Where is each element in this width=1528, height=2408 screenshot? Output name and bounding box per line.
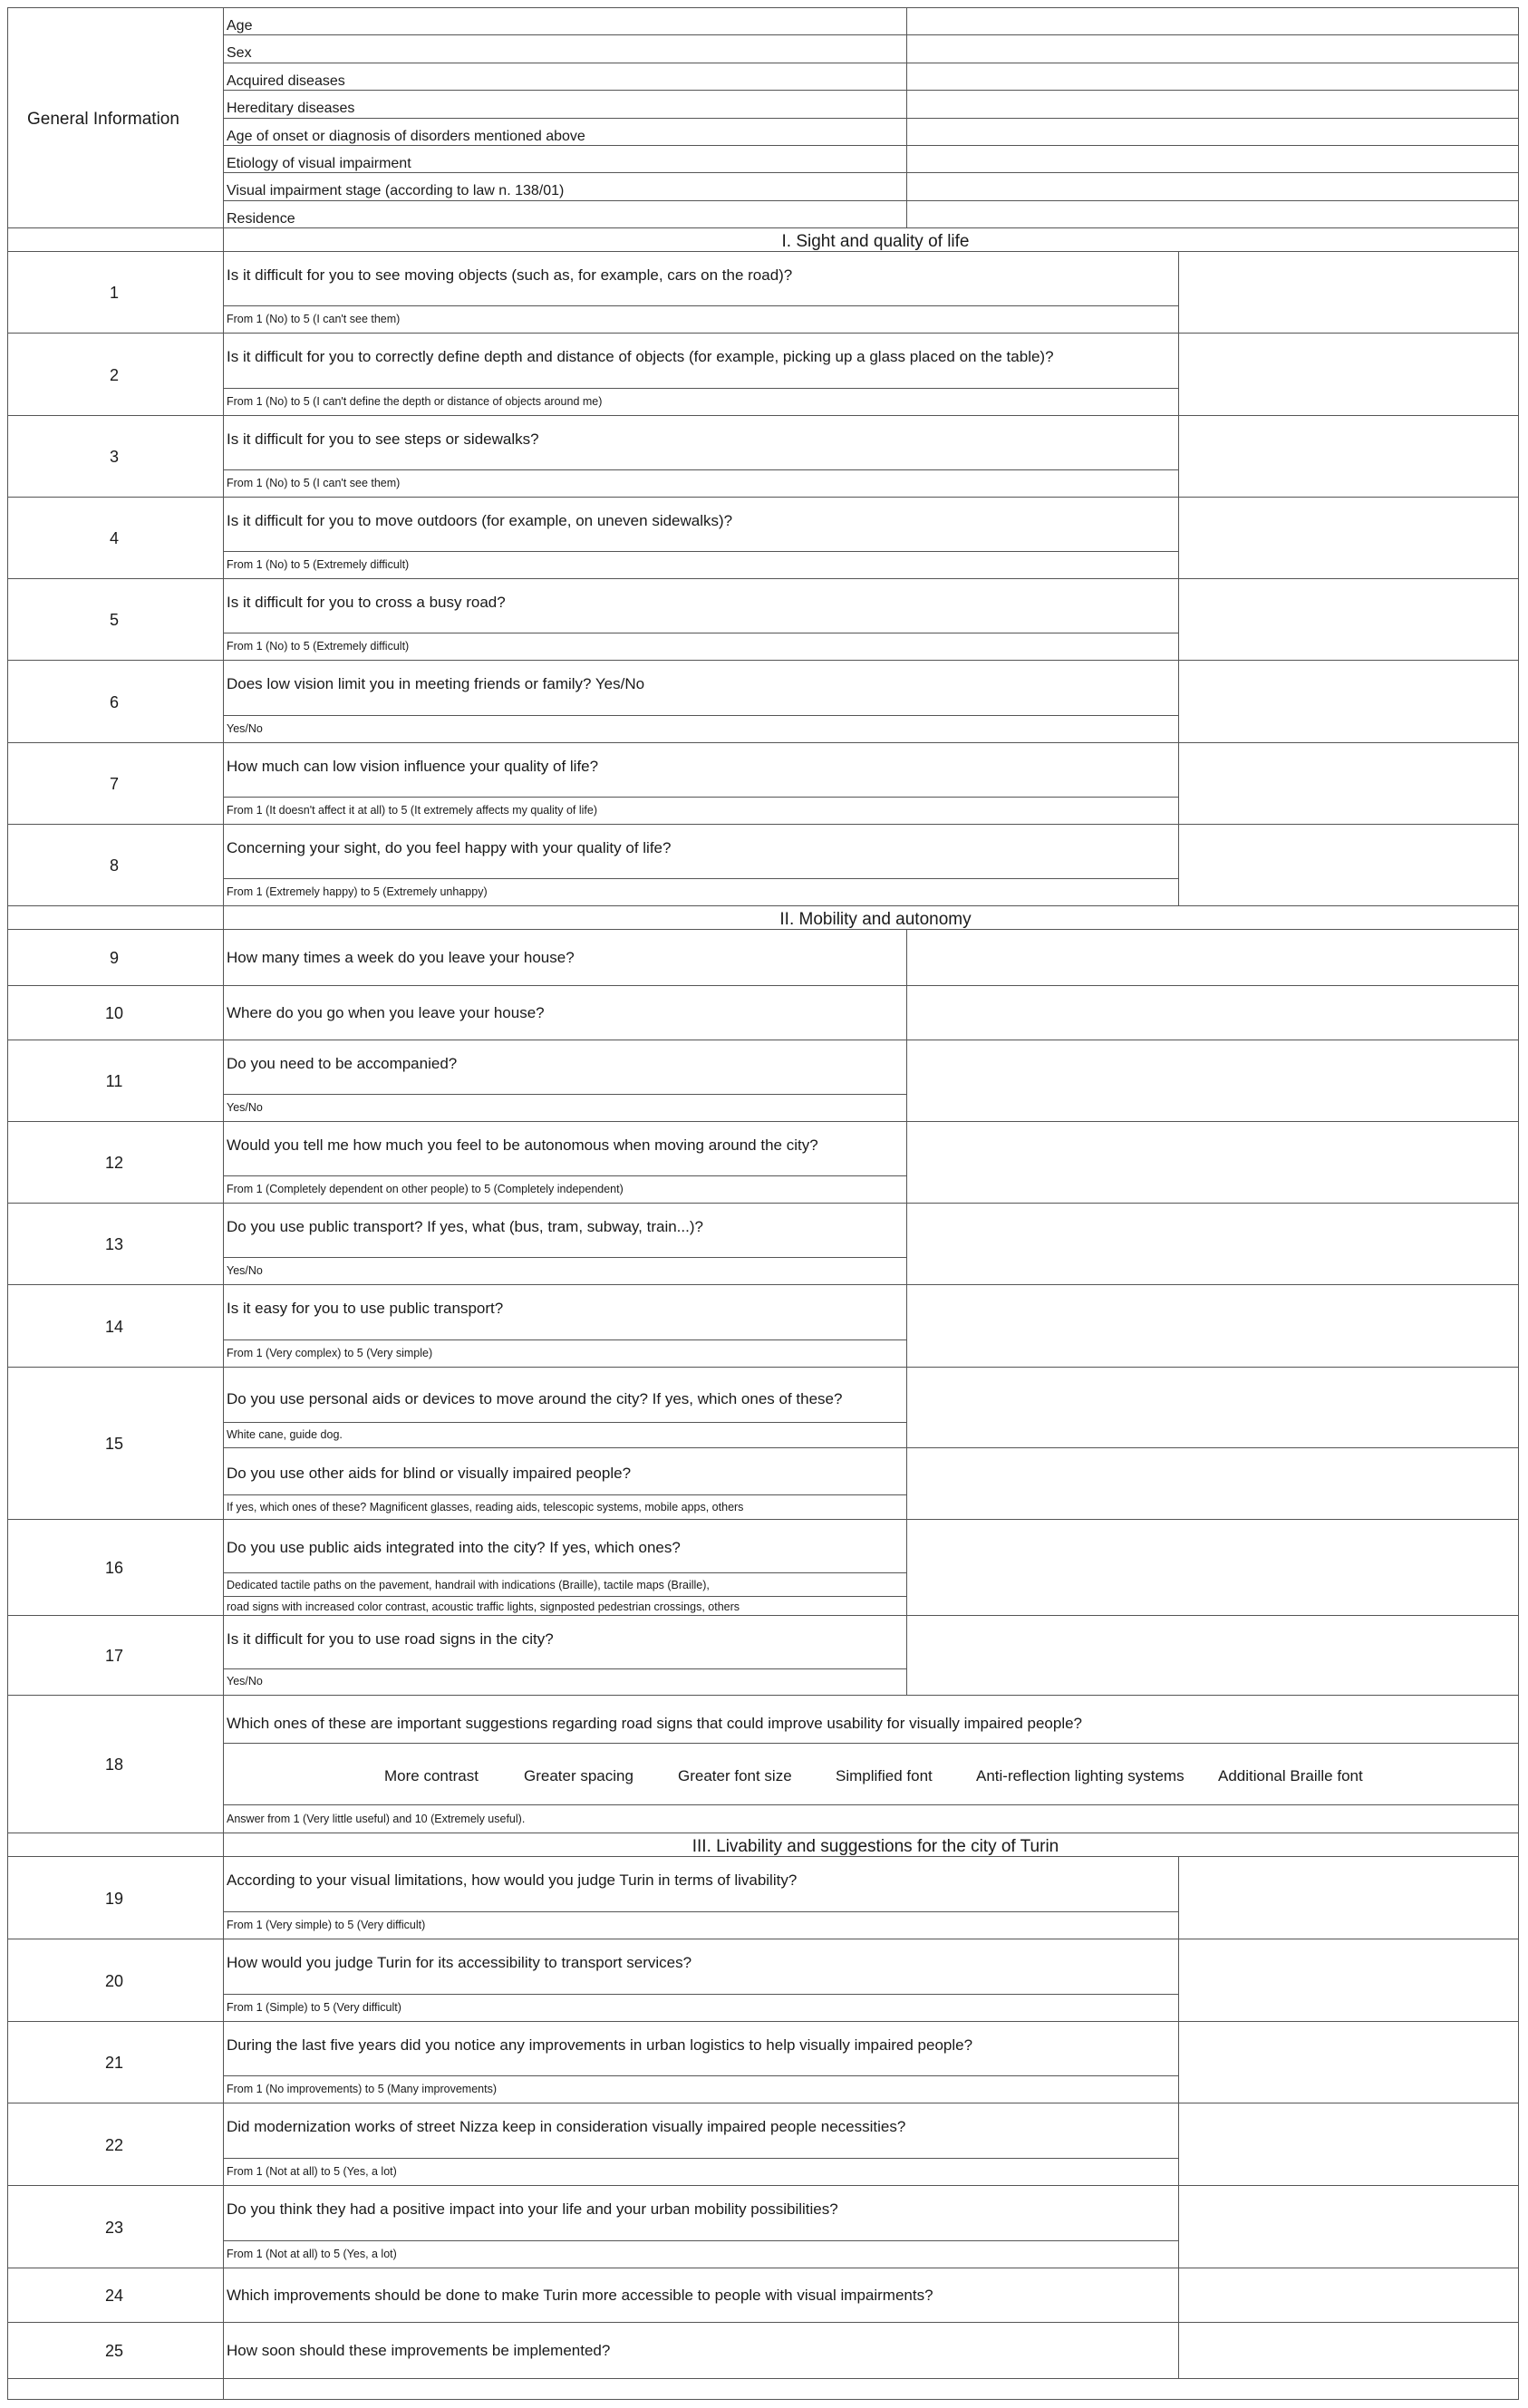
answer-cell[interactable] [906,1285,1519,1368]
question-text: Do you use public transport? If yes, what (bus, tram, subway, train...)? [227,1218,703,1235]
answer-cell[interactable] [906,1204,1519,1285]
question-text: According to your visual limitations, how would you judge Turin in terms of livability? [227,1871,798,1889]
answer-scale: Dedicated tactile paths on the pavement, handrail with indications (Braille), tactile maps (Braille), [227,1579,710,1591]
row-divider [223,1804,1519,1805]
question-text: How much can low vision influence your quality of life? [227,758,599,775]
row-divider [223,1257,906,1258]
general-info-row [223,34,1519,35]
answer-cell[interactable] [1178,2103,1519,2186]
question-number: 11 [105,1072,123,1090]
question-text: Concerning your sight, do you feel happy with your quality of life? [227,839,672,856]
answer-cell[interactable] [906,1122,1519,1204]
answer-scale: Yes/No [227,1264,263,1277]
answer-cell[interactable] [1178,661,1519,743]
general-info-row [223,118,1519,119]
answer-cell[interactable] [1178,2186,1519,2268]
answer-cell[interactable] [906,1447,1519,1520]
question-text: Does low vision limit you in meeting friends or family? Yes/No [227,675,645,692]
row-divider [223,878,1178,879]
section-title: II. Mobility and autonomy [779,910,972,929]
question-number: 14 [104,1317,124,1336]
question-text: Is it difficult for you to correctly define depth and distance of objects (for example, picking up a glass placed on the table)? [227,348,1054,365]
general-info-field: Residence [227,211,295,227]
question-text: How would you judge Turin for its accessibility to transport services? [227,1954,692,1971]
row-divider [223,2158,1178,2159]
row-divider [223,1572,906,1573]
answer-scale: Yes/No [227,1101,263,1114]
answer-scale: From 1 (No) to 5 (I can't see them) [227,313,401,325]
answer-cell[interactable] [906,1368,1519,1447]
general-info-field: Sex [227,45,252,61]
question-number: 5 [109,611,119,629]
section-title: I. Sight and quality of life [781,232,970,251]
question-text: Do you need to be accompanied? [227,1055,458,1072]
question-number: 23 [104,2218,124,2237]
row-divider [223,2240,1178,2241]
section-title: III. Livability and suggestions for the city of Turin [691,1837,1059,1856]
general-info-row [223,90,1519,91]
answer-scale: Yes/No [227,1675,263,1688]
answer-cell[interactable] [906,986,1519,1040]
question-text: How soon should these improvements be implemented? [227,2342,611,2359]
question-text: Do you use public aids integrated into the city? If yes, which ones? [227,1539,681,1556]
row-divider [223,469,1178,470]
answer-scale: From 1 (Not at all) to 5 (Yes, a lot) [227,2165,397,2178]
question-number: 22 [104,2135,124,2154]
question-text: Is it difficult for you to use road signs in the city? [227,1630,554,1648]
question-text: Which ones of these are important suggestions regarding road signs that could improve usability for visually impaired people? [227,1715,1083,1732]
answer-scale: Answer from 1 (Very little useful) and 10 (Extremely useful). [227,1813,526,1825]
question-number: 13 [104,1235,124,1253]
question-text: Is it easy for you to use public transport? [227,1300,504,1317]
general-info-field: Hereditary diseases [227,101,355,116]
answer-cell[interactable] [1178,416,1519,498]
question-text: Is it difficult for you to move outdoors (for example, on uneven sidewalks)? [227,512,733,529]
answer-scale: Yes/No [227,722,263,735]
question-number: 9 [109,949,119,967]
question-text: Do you use other aids for blind or visually impaired people? [227,1465,632,1482]
question-number: 7 [109,775,119,793]
question-number: 15 [104,1435,124,1453]
answer-scale: From 1 (No) to 5 (I can't define the depth or distance of objects around me) [227,395,603,408]
general-info-row [223,172,1519,173]
row-divider [223,388,1178,389]
answer-cell[interactable] [1178,579,1519,661]
question-number: 10 [104,1004,124,1022]
general-info-field: Etiology of visual impairment [227,156,411,171]
question-text: Where do you go when you leave your house? [227,1004,545,1021]
suggestion-option: Additional Braille font [1218,1767,1363,1784]
answer-cell[interactable] [1178,2323,1519,2379]
question-number: 2 [109,365,119,384]
question-number: 21 [104,2054,124,2072]
row-divider [223,2075,1178,2076]
answer-cell[interactable] [1178,2022,1519,2103]
question-text: Is it difficult for you to see steps or sidewalks? [227,430,539,448]
general-info-field: Acquired diseases [227,73,345,89]
answer-cell[interactable] [1178,2268,1519,2323]
answer-scale: From 1 (No) to 5 (I can't see them) [227,477,401,489]
question-text: Do you think they had a positive impact into your life and your urban mobility possibilities? [227,2200,838,2218]
answer-cell[interactable] [1178,334,1519,416]
answer-scale: From 1 (Simple) to 5 (Very difficult) [227,2001,401,2014]
answer-scale: From 1 (Very simple) to 5 (Very difficult) [227,1919,426,1931]
answer-scale: From 1 (Very complex) to 5 (Very simple) [227,1347,433,1359]
answer-scale: From 1 (Not at all) to 5 (Yes, a lot) [227,2248,397,2260]
question-text: Did modernization works of street Nizza keep in consideration visually impaired people necessities? [227,2118,906,2135]
question-text: How many times a week do you leave your house? [227,949,575,966]
row-divider [223,1994,1178,1995]
row-divider [223,1911,1178,1912]
question-number: 18 [104,1755,124,1774]
question-number: 1 [109,284,119,302]
question-text: Which improvements should be done to make Turin more accessible to people with visual impairments? [227,2287,933,2304]
row-divider [223,1668,906,1669]
question-text: Is it difficult for you to cross a busy road? [227,594,506,611]
row-divider [223,1175,906,1176]
question-number: 25 [104,2342,124,2360]
question-number: 16 [104,1559,124,1577]
question-text: Would you tell me how much you feel to be autonomous when moving around the city? [227,1136,818,1154]
question-number: 3 [109,448,119,466]
suggestion-option: More contrast [384,1767,479,1784]
question-number: 6 [109,692,119,711]
suggestion-option: Greater font size [678,1767,792,1784]
answer-scale: road signs with increased color contrast, acoustic traffic lights, signposted pedestrian crossings, others [227,1600,740,1613]
answer-cell[interactable] [1178,1939,1519,2022]
answer-scale: From 1 (No improvements) to 5 (Many improvements) [227,2083,497,2095]
row-divider [223,1339,906,1340]
row-divider [223,1743,1519,1744]
general-info-field: Age of onset or diagnosis of disorders mentioned above [227,129,585,144]
question-number: 17 [104,1647,124,1665]
question-text: During the last five years did you notice any improvements in urban logistics to help visually impaired people? [227,2036,973,2054]
answer-cell[interactable] [906,1520,1519,1616]
row-divider [223,1596,906,1597]
question-text: Is it difficult for you to see moving objects (such as, for example, cars on the road)? [227,266,793,284]
row-divider [223,551,1178,552]
answer-scale: From 1 (No) to 5 (Extremely difficult) [227,640,410,653]
answer-cell[interactable] [1178,1857,1519,1939]
row-divider [223,797,1178,798]
answer-cell[interactable] [906,1040,1519,1122]
answer-cell[interactable] [1178,498,1519,579]
suggestion-option: Greater spacing [524,1767,633,1784]
row-divider [223,1422,906,1423]
general-info-label: General Information [27,110,179,129]
answer-scale: From 1 (It doesn't affect it at all) to 5 (It extremely affects my quality of life) [227,804,598,817]
general-info-row [223,200,1519,201]
answer-scale: From 1 (Extremely happy) to 5 (Extremely unhappy) [227,885,488,898]
row-divider [223,1494,906,1495]
suggestion-option: Simplified font [836,1767,933,1784]
answer-cell[interactable] [906,1616,1519,1696]
answer-scale: White cane, guide dog. [227,1428,343,1441]
answer-scale: From 1 (Completely dependent on other people) to 5 (Completely independent) [227,1183,624,1195]
question-number: 20 [104,1971,124,1990]
general-info-field: Visual impairment stage (according to law n. 138/01) [227,183,565,198]
question-number: 8 [109,856,119,875]
general-info-field: Age [227,18,253,34]
question-number: 19 [104,1889,124,1908]
answer-cell[interactable] [1178,825,1519,906]
question-number: 4 [109,529,119,547]
suggestion-option: Anti-reflection lighting systems [976,1767,1185,1784]
answer-cell[interactable] [906,930,1519,986]
question-number: 12 [104,1154,124,1172]
row-divider [223,715,1178,716]
row-divider [223,1094,906,1095]
row-divider [223,305,1178,306]
question-number: 24 [104,2287,124,2305]
question-text: Do you use personal aids or devices to move around the city? If yes, which ones of these? [227,1390,843,1407]
answer-scale: If yes, which ones of these? Magnificent glasses, reading aids, telescopic systems, mobile apps, others [227,1501,744,1513]
answer-cell[interactable] [1178,743,1519,825]
answer-scale: From 1 (No) to 5 (Extremely difficult) [227,558,410,571]
general-info-row [223,145,1519,146]
answer-cell[interactable] [1178,252,1519,334]
